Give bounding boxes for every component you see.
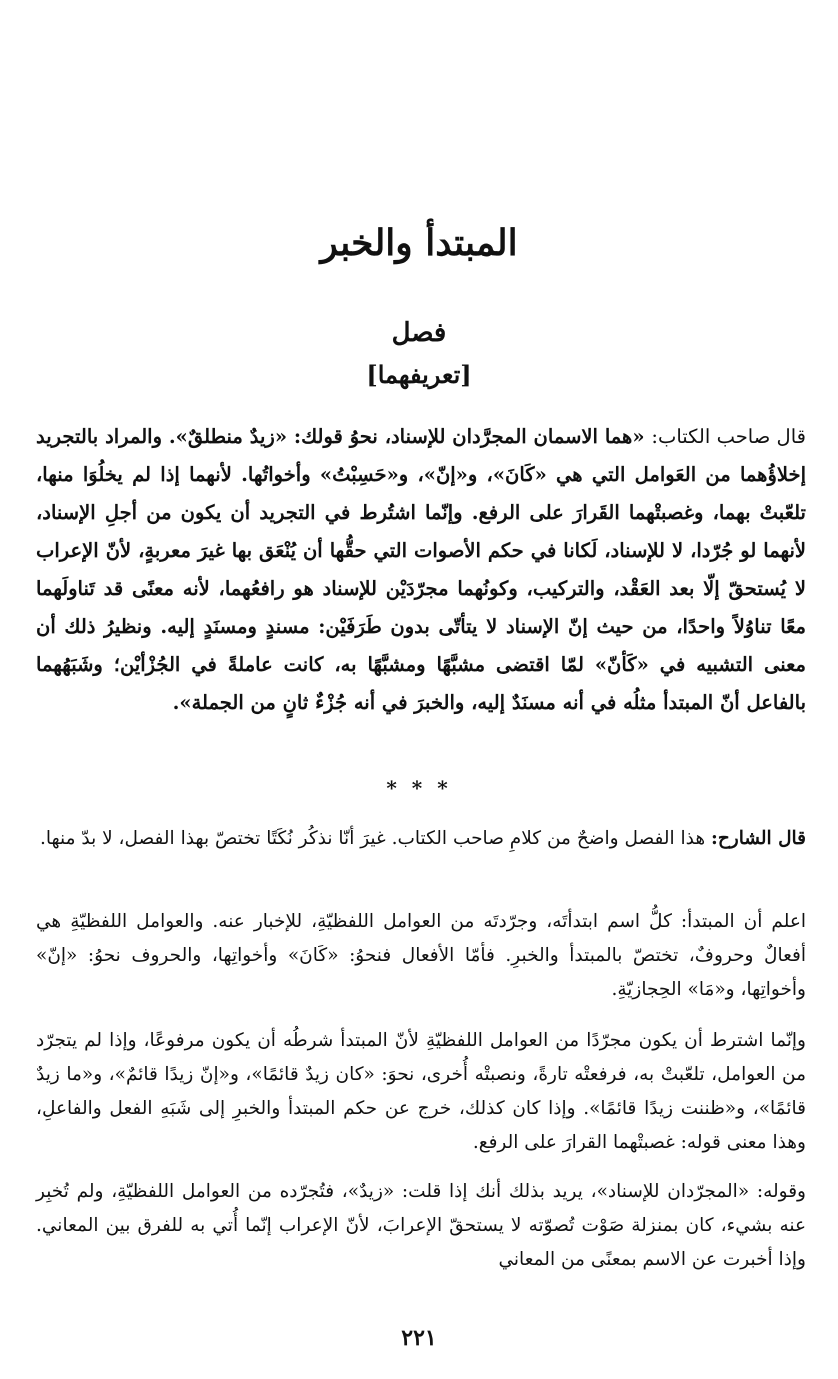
matn-lead: قال صاحب الكتاب: [651,425,806,448]
page-number: ٢٢١ [401,1325,437,1351]
sharh-text-3: وإنّما اشترط أن يكون مجرّدًا من العوامل اللفظيّةِ لأنّ المبتدأ شرطُه أن يكون مرفوعًا، وإذا لم يتجرّد من العوامل، تلعّبتْ به، فرفعتْه تارةً، ونصبتْه أُخرى، نحوَ: «كان زيدٌ قائمًا»، و«إنّ زيدًا قائمٌ»، و«ما زيدٌ قائمًا»، و«ظننت زيدًا قائمًا». وإذا كان كذلك، خرج عن حكم المبتدأ والخبرِ إلى شَبَهِ الفعل والفاعلِ، وهذا معنى قوله: غصبتْهما القرارَ على الرفع. [36,1030,806,1153]
section-title: فصل [391,318,447,348]
sharh-text-1: هذا الفصل واضحٌ من كلامِ صاحب الكتاب. غيرَ أنّا نذكُر نُكَتًا تختصّ بهذا الفصل، لا بدّ منها. [39,828,706,849]
matn-paragraph [36,418,806,722]
sharh-text-4: وقوله: «المجرّدان للإسناد»، يريد بذلك أنك إذا قلت: «زيدٌ»، فتُجرّده من العوامل اللفظيّةِ، ولم تُخبِر عنه بشيء، كان بمنزلة صَوْت تُصوّته لا يستحقّ الإعرابَ، لأنّ الإعراب إنّما أُتي به للفرق بين المعاني. وإذا أخبرت عن الاسم بمعنًى من المعاني [36,1181,806,1270]
sharh-paragraph-1 [36,822,806,856]
sharh-paragraph-3 [36,1024,806,1160]
section-subtitle: [تعريفهما] [366,360,472,389]
sharh-speaker: قال الشارح: [711,828,806,849]
section-divider: * * * [386,776,452,800]
sharh-paragraph-2 [36,905,806,1007]
sharh-paragraph-4 [36,1175,806,1277]
matn-text: «هما الاسمان المجرَّدان للإسناد، نحوُ قولك: «زيدٌ منطلقٌ». والمراد بالتجريد إخلاؤُهما من العَوامل التي هي «كَانَ»، و«إنّ»، و«حَسِبْتُ» وأخواتُها. لأنهما إذا لم يخلُوَا منها، تلعّبتْ بهما، وغصبتْهما القَرارَ على الرفع. وإنّما اشتُرط في التجريد أن يكون من أجلِ الإسناد، لأنهما لو جُرّدا، لا للإسناد، لَكانا في حكم الأصوات التي حقُّها أن يُنْعَق بها غيرَ معربةٍ، لأنّ الإعراب لا يُستحقّ إلّا بعد العَقْد، والتركيب، وكونُهما مجرّدَيْن للإسناد هو رافعُهما، لأنه معنًى قد تَناولَهما معًا تناوُلاً واحدًا، من حيث إنّ الإسناد لا يتأتّى بدون طَرَفَيْن: مسندٍ ومسنَدٍ إليه. ونظيرُ ذلك أن معنى التشبيه في «كَأنّ» لمّا اقتضى مشبَّهًا ومشبَّهًا به، كانت عاملةً في الجُزْأيْن؛ وشَبَهُهما بالفاعل أنّ المبتدأ مثلُه في أنه مسنَدٌ إليه، والخبرَ في أنه جُزْءٌ ثانٍ من الجملة». [36,425,806,714]
sharh-text-2: اعلم أن المبتدأ: كلُّ اسم ابتدأتَه، وجرّدتَه من العوامل اللفظيّةِ، للإخبار عنه. والعوامل اللفظيّةِ هي أفعالٌ وحروفٌ، تختصّ بالمبتدأ والخبرِ. فأمّا الأفعال فنحوُ: «كَانَ» وأخواتِها، والحروف نحوُ: «إنّ» وأخواتِها، و«مَا» الحِجازيّةِ. [36,911,806,1000]
chapter-title: المبتدأ والخبر [320,222,518,264]
